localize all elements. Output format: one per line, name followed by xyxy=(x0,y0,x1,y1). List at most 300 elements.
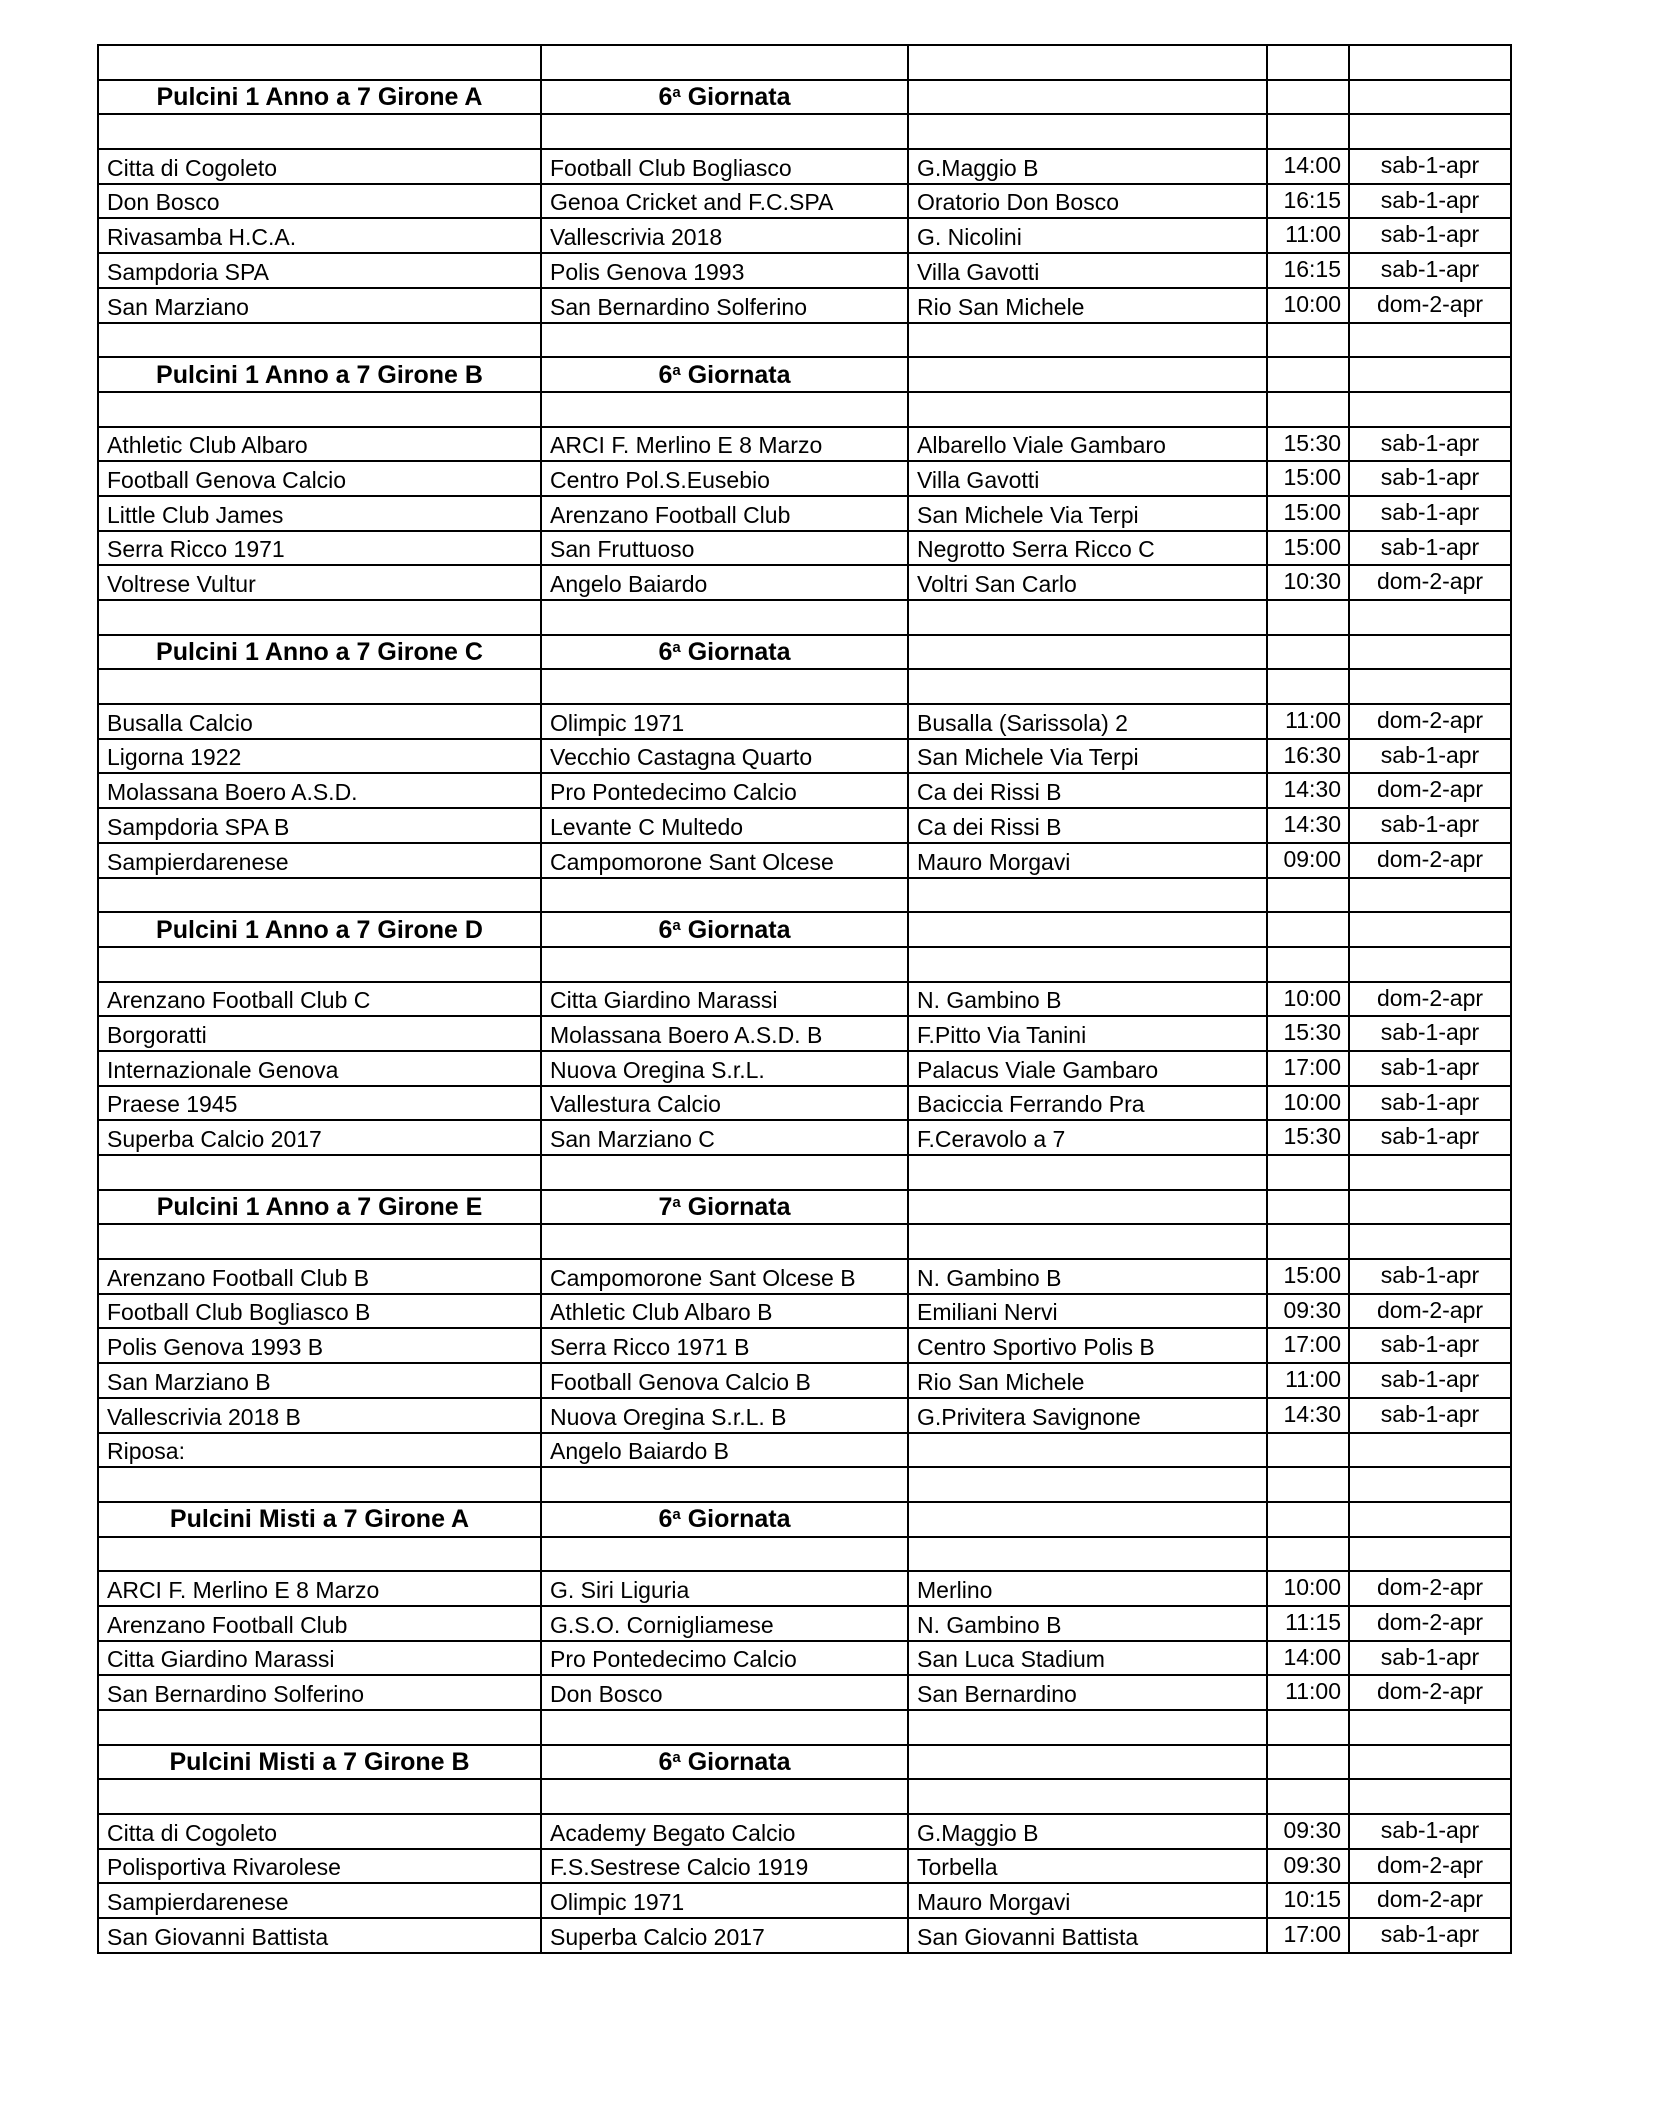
match-row xyxy=(98,565,1511,600)
round-number: 7 xyxy=(658,1193,673,1222)
empty-cell xyxy=(98,600,541,635)
round-number: 6 xyxy=(658,638,673,667)
round-ordinal: a xyxy=(672,361,681,379)
empty-cell xyxy=(908,878,1267,913)
away-team: Pro Pontedecimo Calcio xyxy=(541,773,908,808)
group-title: Pulcini 1 Anno a 7 Girone C xyxy=(98,635,541,670)
empty-cell xyxy=(541,669,908,704)
home-team: Internazionale Genova xyxy=(98,1051,541,1086)
blank-row xyxy=(98,1710,1511,1745)
match-row xyxy=(98,1051,1511,1086)
empty-cell xyxy=(908,1190,1267,1225)
match-date: sab-1-apr xyxy=(1349,1328,1511,1363)
match-row xyxy=(98,218,1511,253)
home-team: Sampdoria SPA xyxy=(98,253,541,288)
kickoff-time: 11:00 xyxy=(1267,1363,1349,1398)
away-team: Pro Pontedecimo Calcio xyxy=(541,1641,908,1676)
empty-cell xyxy=(1349,392,1511,427)
venue: N. Gambino B xyxy=(908,982,1267,1017)
match-date: sab-1-apr xyxy=(1349,461,1511,496)
kickoff-time: 16:30 xyxy=(1267,739,1349,774)
round-ordinal: a xyxy=(672,1194,681,1212)
empty-cell xyxy=(908,392,1267,427)
empty-cell xyxy=(1349,1537,1511,1572)
kickoff-time: 16:15 xyxy=(1267,184,1349,219)
away-team: Arenzano Football Club xyxy=(541,496,908,531)
kickoff-time: 14:30 xyxy=(1267,808,1349,843)
empty-cell xyxy=(1267,1502,1349,1537)
venue: San Giovanni Battista xyxy=(908,1918,1267,1953)
away-team: Nuova Oregina S.r.L. xyxy=(541,1051,908,1086)
venue: Rio San Michele xyxy=(908,1363,1267,1398)
kickoff-time: 10:00 xyxy=(1267,288,1349,323)
match-date: dom-2-apr xyxy=(1349,773,1511,808)
venue xyxy=(908,1433,1267,1468)
match-date: sab-1-apr xyxy=(1349,1363,1511,1398)
match-date: dom-2-apr xyxy=(1349,1849,1511,1884)
round-ordinal: a xyxy=(672,916,681,934)
kickoff-time: 14:00 xyxy=(1267,149,1349,184)
round-ordinal: a xyxy=(672,1749,681,1767)
home-team: Rivasamba H.C.A. xyxy=(98,218,541,253)
away-team: Campomorone Sant Olcese B xyxy=(541,1259,908,1294)
blank-row xyxy=(98,1155,1511,1190)
away-team: Citta Giardino Marassi xyxy=(541,982,908,1017)
group-title: Pulcini 1 Anno a 7 Girone B xyxy=(98,357,541,392)
home-team: Polisportiva Rivarolese xyxy=(98,1849,541,1884)
away-team: San Bernardino Solferino xyxy=(541,288,908,323)
round-label xyxy=(541,1190,908,1225)
empty-cell xyxy=(1267,1155,1349,1190)
empty-cell xyxy=(1349,669,1511,704)
match-date: dom-2-apr xyxy=(1349,982,1511,1017)
empty-cell xyxy=(1349,1190,1511,1225)
match-date: sab-1-apr xyxy=(1349,808,1511,843)
empty-cell xyxy=(541,878,908,913)
empty-cell xyxy=(541,600,908,635)
home-team: Praese 1945 xyxy=(98,1086,541,1121)
venue: N. Gambino B xyxy=(908,1259,1267,1294)
home-team: Little Club James xyxy=(98,496,541,531)
round-word: Giornata xyxy=(687,360,791,389)
kickoff-time: 09:30 xyxy=(1267,1814,1349,1849)
round-word: Giornata xyxy=(687,638,791,667)
empty-cell xyxy=(908,323,1267,358)
empty-cell xyxy=(1267,947,1349,982)
match-date: sab-1-apr xyxy=(1349,149,1511,184)
round-label xyxy=(541,1745,908,1780)
empty-cell xyxy=(908,1745,1267,1780)
section-header-row xyxy=(98,912,1511,947)
empty-cell xyxy=(908,80,1267,115)
empty-cell xyxy=(908,114,1267,149)
match-row xyxy=(98,184,1511,219)
match-date: sab-1-apr xyxy=(1349,1398,1511,1433)
venue: Torbella xyxy=(908,1849,1267,1884)
match-row xyxy=(98,1363,1511,1398)
kickoff-time: 15:00 xyxy=(1267,531,1349,566)
venue: Oratorio Don Bosco xyxy=(908,184,1267,219)
kickoff-time: 09:30 xyxy=(1267,1294,1349,1329)
match-row xyxy=(98,1675,1511,1710)
venue: San Luca Stadium xyxy=(908,1641,1267,1676)
away-team: Centro Pol.S.Eusebio xyxy=(541,461,908,496)
match-date: sab-1-apr xyxy=(1349,496,1511,531)
match-row xyxy=(98,1259,1511,1294)
empty-cell xyxy=(98,1779,541,1814)
match-date: sab-1-apr xyxy=(1349,427,1511,462)
blank-row xyxy=(98,1779,1511,1814)
kickoff-time: 10:00 xyxy=(1267,1571,1349,1606)
home-team: ARCI F. Merlino E 8 Marzo xyxy=(98,1571,541,1606)
kickoff-time: 14:00 xyxy=(1267,1641,1349,1676)
kickoff-time: 11:00 xyxy=(1267,704,1349,739)
home-team: Arenzano Football Club xyxy=(98,1606,541,1641)
match-row xyxy=(98,1883,1511,1918)
blank-row xyxy=(98,1224,1511,1259)
match-date: sab-1-apr xyxy=(1349,1051,1511,1086)
kickoff-time: 14:30 xyxy=(1267,773,1349,808)
venue: Negrotto Serra Ricco C xyxy=(908,531,1267,566)
away-team: Levante C Multedo xyxy=(541,808,908,843)
away-team: San Marziano C xyxy=(541,1120,908,1155)
section-header-row xyxy=(98,1190,1511,1225)
kickoff-time: 11:00 xyxy=(1267,218,1349,253)
venue: Ca dei Rissi B xyxy=(908,808,1267,843)
away-team: Genoa Cricket and F.C.SPA xyxy=(541,184,908,219)
empty-cell xyxy=(1349,1502,1511,1537)
venue: San Bernardino xyxy=(908,1675,1267,1710)
kickoff-time: 14:30 xyxy=(1267,1398,1349,1433)
match-date: sab-1-apr xyxy=(1349,1016,1511,1051)
empty-cell xyxy=(908,1224,1267,1259)
match-row xyxy=(98,496,1511,531)
venue: Rio San Michele xyxy=(908,288,1267,323)
kickoff-time: 15:00 xyxy=(1267,496,1349,531)
empty-cell xyxy=(908,1155,1267,1190)
venue: Albarello Viale Gambaro xyxy=(908,427,1267,462)
match-row xyxy=(98,1849,1511,1884)
venue: F.Pitto Via Tanini xyxy=(908,1016,1267,1051)
round-ordinal: a xyxy=(672,84,681,102)
match-date: dom-2-apr xyxy=(1349,1606,1511,1641)
match-row xyxy=(98,253,1511,288)
venue: Villa Gavotti xyxy=(908,253,1267,288)
empty-cell xyxy=(1349,1224,1511,1259)
match-date: sab-1-apr xyxy=(1349,1918,1511,1953)
match-row xyxy=(98,149,1511,184)
venue: Emiliani Nervi xyxy=(908,1294,1267,1329)
home-team: Busalla Calcio xyxy=(98,704,541,739)
empty-cell xyxy=(1349,635,1511,670)
empty-cell xyxy=(541,947,908,982)
venue: Mauro Morgavi xyxy=(908,843,1267,878)
match-row xyxy=(98,531,1511,566)
venue: Centro Sportivo Polis B xyxy=(908,1328,1267,1363)
blank-row xyxy=(98,323,1511,358)
blank-row xyxy=(98,114,1511,149)
match-row xyxy=(98,1571,1511,1606)
match-row xyxy=(98,1086,1511,1121)
kickoff-time xyxy=(1267,1433,1349,1468)
match-row xyxy=(98,1814,1511,1849)
match-row xyxy=(98,427,1511,462)
empty-cell xyxy=(1267,114,1349,149)
away-team: Football Club Bogliasco xyxy=(541,149,908,184)
round-number: 6 xyxy=(658,915,673,944)
home-team: Molassana Boero A.S.D. xyxy=(98,773,541,808)
empty-cell xyxy=(541,392,908,427)
match-row xyxy=(98,982,1511,1017)
empty-cell xyxy=(98,878,541,913)
empty-cell xyxy=(1267,1537,1349,1572)
empty-cell xyxy=(541,1224,908,1259)
home-team: Borgoratti xyxy=(98,1016,541,1051)
home-team: Vallescrivia 2018 B xyxy=(98,1398,541,1433)
empty-cell xyxy=(98,1467,541,1502)
away-team: Vallescrivia 2018 xyxy=(541,218,908,253)
away-team: Vecchio Castagna Quarto xyxy=(541,739,908,774)
home-team: Don Bosco xyxy=(98,184,541,219)
venue: Mauro Morgavi xyxy=(908,1883,1267,1918)
home-team: Sampdoria SPA B xyxy=(98,808,541,843)
match-row xyxy=(98,1641,1511,1676)
kickoff-time: 15:00 xyxy=(1267,1259,1349,1294)
empty-cell xyxy=(1267,323,1349,358)
match-date: sab-1-apr xyxy=(1349,1641,1511,1676)
venue: Villa Gavotti xyxy=(908,461,1267,496)
away-team: Serra Ricco 1971 B xyxy=(541,1328,908,1363)
home-team: Superba Calcio 2017 xyxy=(98,1120,541,1155)
venue: G.Privitera Savignone xyxy=(908,1398,1267,1433)
home-team: Football Genova Calcio xyxy=(98,461,541,496)
home-team: Riposa: xyxy=(98,1433,541,1468)
home-team: Ligorna 1922 xyxy=(98,739,541,774)
kickoff-time: 15:30 xyxy=(1267,427,1349,462)
home-team: San Giovanni Battista xyxy=(98,1918,541,1953)
group-title: Pulcini 1 Anno a 7 Girone E xyxy=(98,1190,541,1225)
empty-cell xyxy=(1267,669,1349,704)
away-team: Olimpic 1971 xyxy=(541,704,908,739)
match-date: dom-2-apr xyxy=(1349,704,1511,739)
match-row xyxy=(98,1294,1511,1329)
home-team: Citta Giardino Marassi xyxy=(98,1641,541,1676)
empty-cell xyxy=(908,1467,1267,1502)
match-row xyxy=(98,808,1511,843)
empty-cell xyxy=(541,45,908,80)
section-header-row xyxy=(98,357,1511,392)
venue: G.Maggio B xyxy=(908,149,1267,184)
home-team: Serra Ricco 1971 xyxy=(98,531,541,566)
blank-row xyxy=(98,1467,1511,1502)
match-date: dom-2-apr xyxy=(1349,1294,1511,1329)
round-number: 6 xyxy=(658,1505,673,1534)
empty-cell xyxy=(98,392,541,427)
home-team: Polis Genova 1993 B xyxy=(98,1328,541,1363)
round-word: Giornata xyxy=(687,1505,791,1534)
kickoff-time: 17:00 xyxy=(1267,1328,1349,1363)
round-ordinal: a xyxy=(672,1506,681,1524)
empty-cell xyxy=(98,323,541,358)
venue: Palacus Viale Gambaro xyxy=(908,1051,1267,1086)
blank-row xyxy=(98,600,1511,635)
round-label xyxy=(541,80,908,115)
blank-row xyxy=(98,392,1511,427)
empty-cell xyxy=(1349,1467,1511,1502)
empty-cell xyxy=(541,323,908,358)
match-date: sab-1-apr xyxy=(1349,1120,1511,1155)
match-row xyxy=(98,1016,1511,1051)
match-row xyxy=(98,461,1511,496)
empty-cell xyxy=(908,45,1267,80)
blank-row xyxy=(98,45,1511,80)
empty-cell xyxy=(1349,1745,1511,1780)
match-date: dom-2-apr xyxy=(1349,843,1511,878)
round-word: Giornata xyxy=(687,1748,791,1777)
empty-cell xyxy=(1349,323,1511,358)
match-date: dom-2-apr xyxy=(1349,1571,1511,1606)
schedule-table xyxy=(97,44,1512,1954)
match-date: dom-2-apr xyxy=(1349,1883,1511,1918)
kickoff-time: 10:00 xyxy=(1267,1086,1349,1121)
match-date: dom-2-apr xyxy=(1349,1675,1511,1710)
empty-cell xyxy=(1267,1745,1349,1780)
empty-cell xyxy=(1267,357,1349,392)
venue: San Michele Via Terpi xyxy=(908,496,1267,531)
venue: Merlino xyxy=(908,1571,1267,1606)
kickoff-time: 10:00 xyxy=(1267,982,1349,1017)
venue: Busalla (Sarissola) 2 xyxy=(908,704,1267,739)
away-team: Football Genova Calcio B xyxy=(541,1363,908,1398)
empty-cell xyxy=(908,947,1267,982)
home-team: Football Club Bogliasco B xyxy=(98,1294,541,1329)
away-team: Superba Calcio 2017 xyxy=(541,1918,908,1953)
kickoff-time: 10:15 xyxy=(1267,1883,1349,1918)
section-header-row xyxy=(98,1502,1511,1537)
away-team: G.S.O. Cornigliamese xyxy=(541,1606,908,1641)
empty-cell xyxy=(1349,357,1511,392)
round-number: 6 xyxy=(658,83,673,112)
group-title: Pulcini Misti a 7 Girone A xyxy=(98,1502,541,1537)
home-team: Sampierdarenese xyxy=(98,1883,541,1918)
group-title: Pulcini 1 Anno a 7 Girone A xyxy=(98,80,541,115)
round-ordinal: a xyxy=(672,639,681,657)
away-team: Nuova Oregina S.r.L. B xyxy=(541,1398,908,1433)
away-team: Molassana Boero A.S.D. B xyxy=(541,1016,908,1051)
match-row xyxy=(98,1120,1511,1155)
away-team: Vallestura Calcio xyxy=(541,1086,908,1121)
venue: G. Nicolini xyxy=(908,218,1267,253)
away-team: G. Siri Liguria xyxy=(541,1571,908,1606)
away-team: Don Bosco xyxy=(541,1675,908,1710)
empty-cell xyxy=(908,600,1267,635)
venue: Voltri San Carlo xyxy=(908,565,1267,600)
away-team: Academy Begato Calcio xyxy=(541,1814,908,1849)
empty-cell xyxy=(1267,1779,1349,1814)
empty-cell xyxy=(98,1224,541,1259)
venue: San Michele Via Terpi xyxy=(908,739,1267,774)
home-team: San Marziano xyxy=(98,288,541,323)
empty-cell xyxy=(1349,1779,1511,1814)
schedule-body xyxy=(98,45,1511,1953)
empty-cell xyxy=(1267,912,1349,947)
kickoff-time: 09:00 xyxy=(1267,843,1349,878)
empty-cell xyxy=(541,1537,908,1572)
group-title: Pulcini 1 Anno a 7 Girone D xyxy=(98,912,541,947)
round-label xyxy=(541,357,908,392)
kickoff-time: 11:15 xyxy=(1267,1606,1349,1641)
home-team: San Marziano B xyxy=(98,1363,541,1398)
empty-cell xyxy=(908,1779,1267,1814)
kickoff-time: 09:30 xyxy=(1267,1849,1349,1884)
empty-cell xyxy=(98,1537,541,1572)
empty-cell xyxy=(908,1502,1267,1537)
round-word: Giornata xyxy=(687,83,791,112)
empty-cell xyxy=(1349,114,1511,149)
match-date: sab-1-apr xyxy=(1349,1259,1511,1294)
empty-cell xyxy=(908,357,1267,392)
empty-cell xyxy=(98,114,541,149)
match-date: sab-1-apr xyxy=(1349,1814,1511,1849)
match-row xyxy=(98,773,1511,808)
empty-cell xyxy=(541,1155,908,1190)
empty-cell xyxy=(1267,1190,1349,1225)
empty-cell xyxy=(98,45,541,80)
empty-cell xyxy=(1349,1155,1511,1190)
kickoff-time: 16:15 xyxy=(1267,253,1349,288)
empty-cell xyxy=(908,1710,1267,1745)
empty-cell xyxy=(1349,45,1511,80)
round-number: 6 xyxy=(658,1748,673,1777)
round-label xyxy=(541,635,908,670)
venue: N. Gambino B xyxy=(908,1606,1267,1641)
empty-cell xyxy=(1349,80,1511,115)
empty-cell xyxy=(1349,947,1511,982)
home-team: Athletic Club Albaro xyxy=(98,427,541,462)
match-date: sab-1-apr xyxy=(1349,531,1511,566)
match-row xyxy=(98,1918,1511,1953)
empty-cell xyxy=(98,947,541,982)
empty-cell xyxy=(541,1467,908,1502)
empty-cell xyxy=(1267,1710,1349,1745)
venue: Baciccia Ferrando Pra xyxy=(908,1086,1267,1121)
match-date: sab-1-apr xyxy=(1349,1086,1511,1121)
match-date: sab-1-apr xyxy=(1349,739,1511,774)
kickoff-time: 15:00 xyxy=(1267,461,1349,496)
kickoff-time: 17:00 xyxy=(1267,1051,1349,1086)
empty-cell xyxy=(541,1710,908,1745)
empty-cell xyxy=(1267,635,1349,670)
match-row xyxy=(98,1606,1511,1641)
empty-cell xyxy=(1267,600,1349,635)
group-title: Pulcini Misti a 7 Girone B xyxy=(98,1745,541,1780)
round-label xyxy=(541,912,908,947)
away-team: Angelo Baiardo B xyxy=(541,1433,908,1468)
away-team: San Fruttuoso xyxy=(541,531,908,566)
home-team: Sampierdarenese xyxy=(98,843,541,878)
away-team: F.S.Sestrese Calcio 1919 xyxy=(541,1849,908,1884)
section-header-row xyxy=(98,80,1511,115)
match-row xyxy=(98,739,1511,774)
empty-cell xyxy=(908,912,1267,947)
blank-row xyxy=(98,947,1511,982)
home-team: Arenzano Football Club B xyxy=(98,1259,541,1294)
empty-cell xyxy=(1267,1224,1349,1259)
match-row xyxy=(98,288,1511,323)
empty-cell xyxy=(1349,1710,1511,1745)
empty-cell xyxy=(541,1779,908,1814)
blank-row xyxy=(98,1537,1511,1572)
